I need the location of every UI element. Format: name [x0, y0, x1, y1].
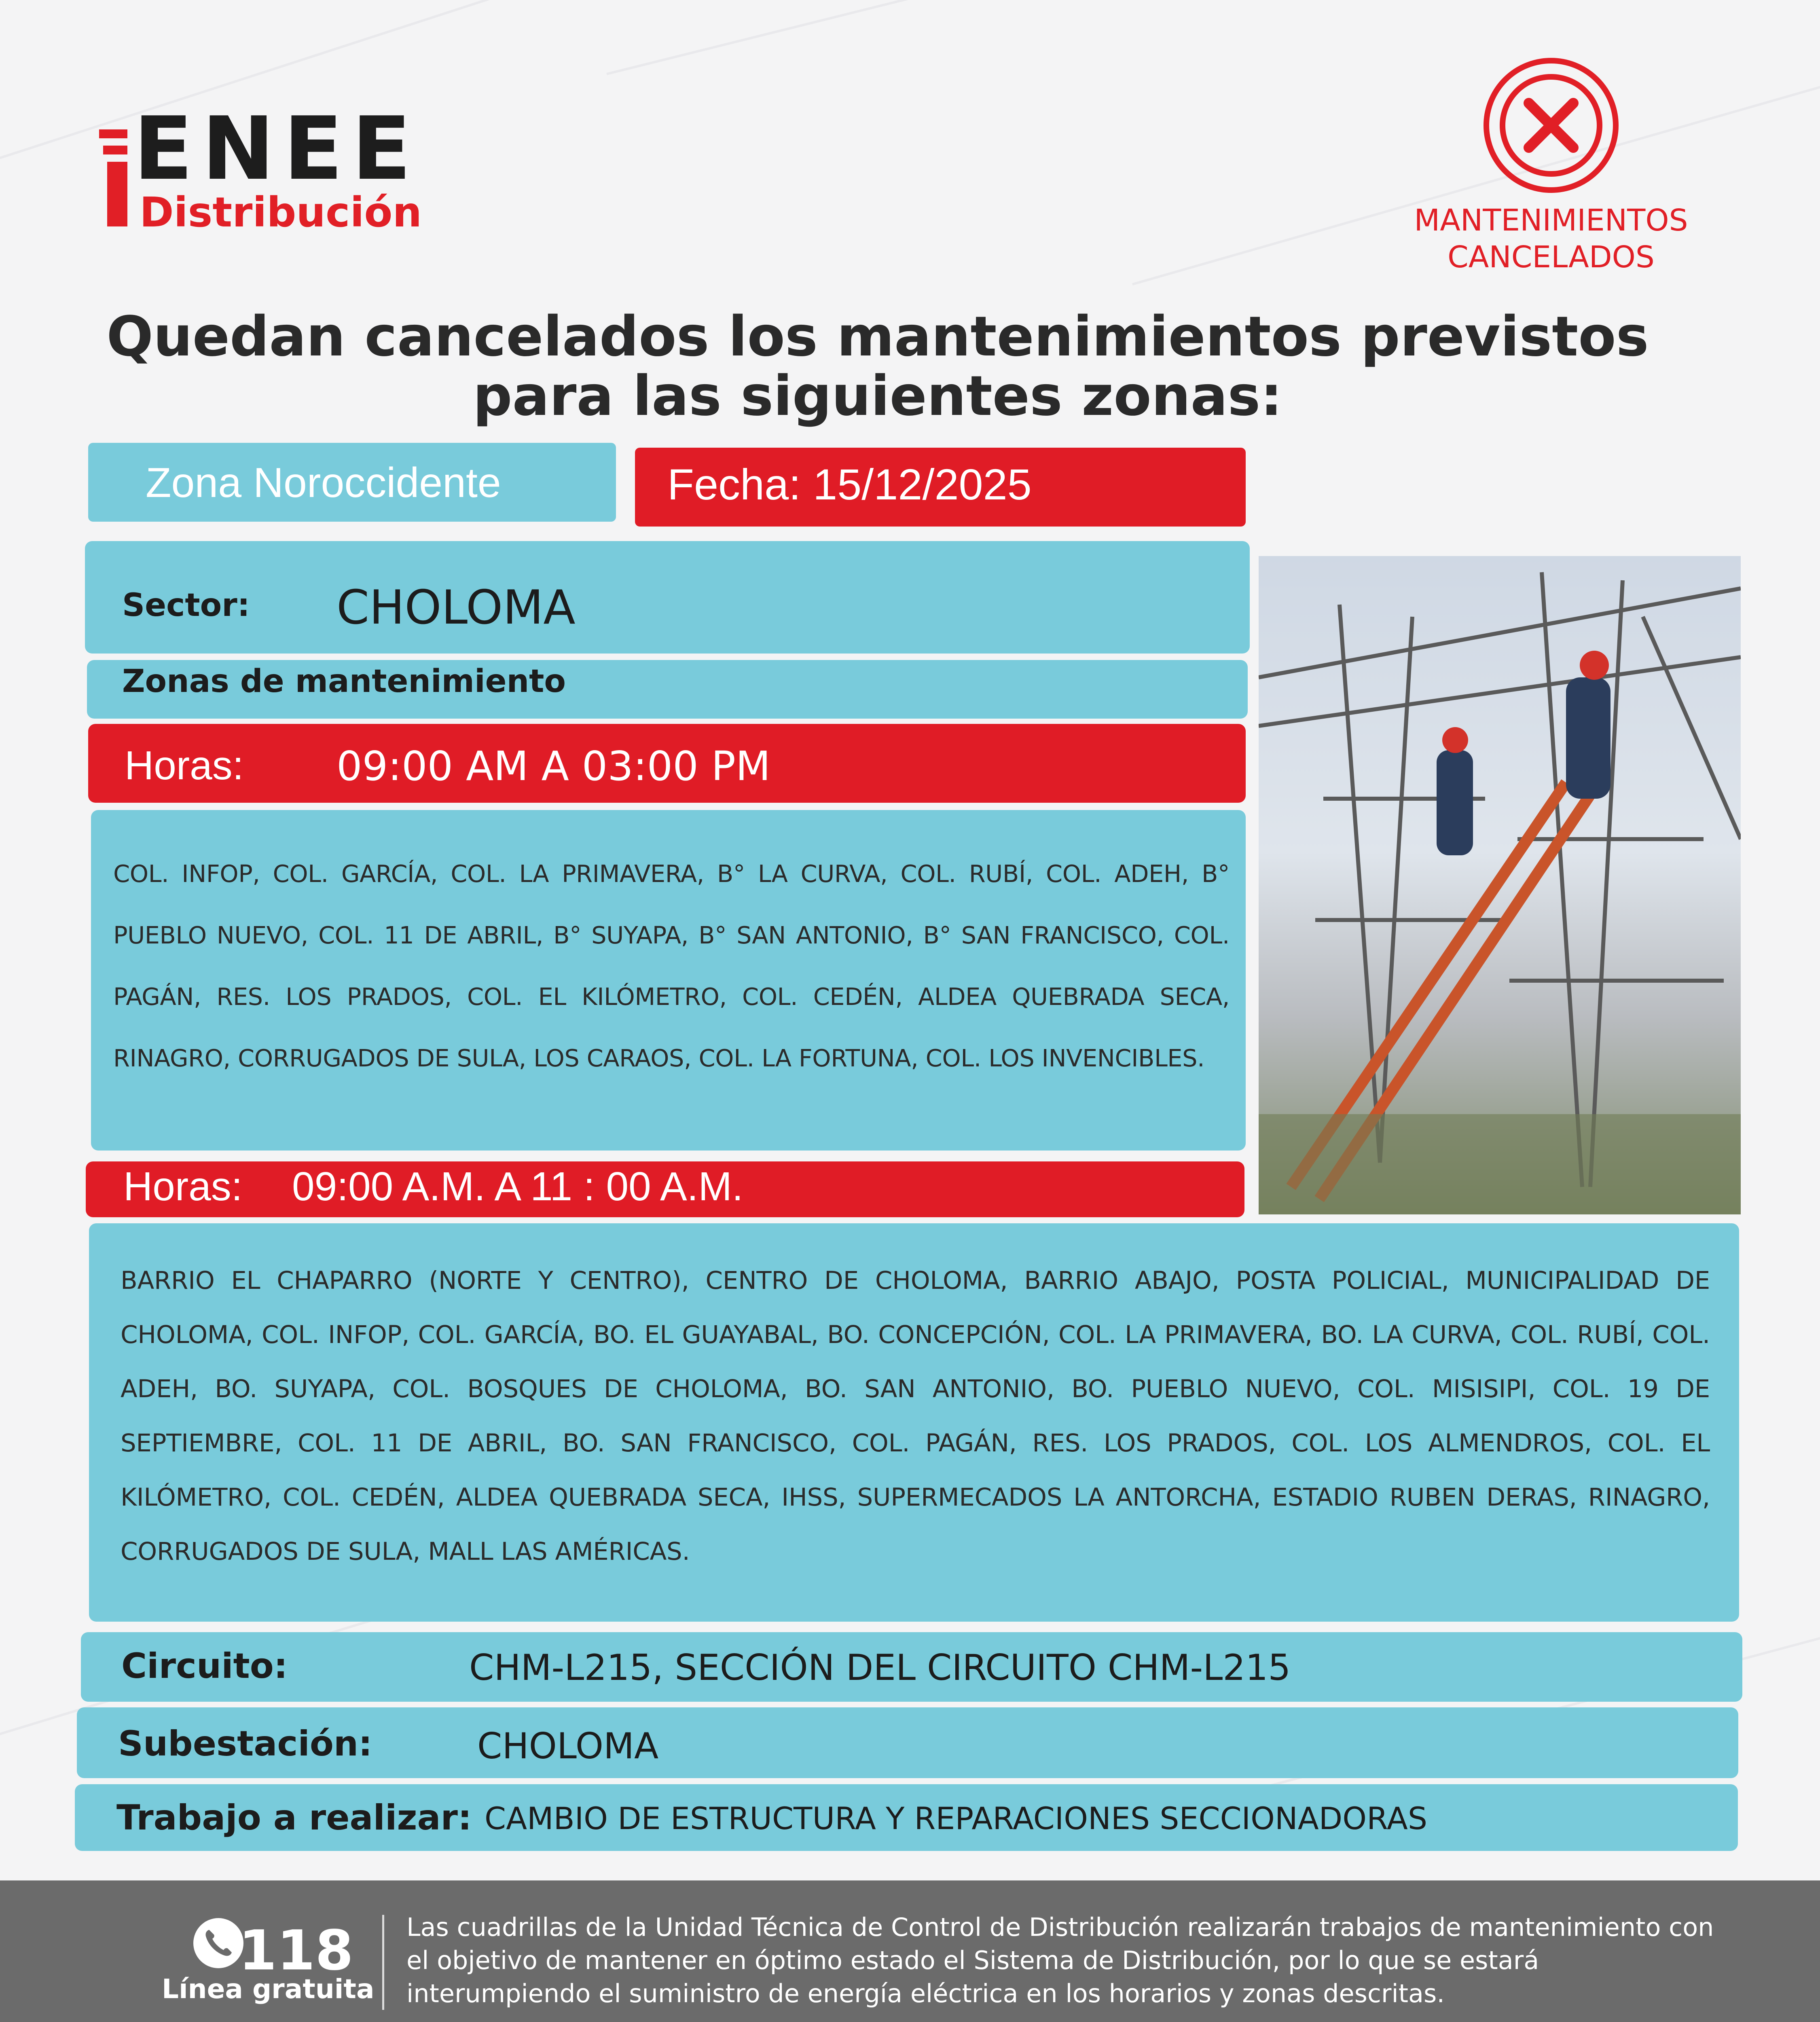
- footer-divider: [382, 1915, 384, 2010]
- zones-list-1: COL. INFOP, COL. GARCÍA, COL. LA PRIMAVERA, B° LA CURVA, COL. RUBÍ, COL. ADEH, B° PUEBLO NUEVO, COL. 11 DE ABRIL, B° SUYAPA, B° SAN ANTONIO, B° SAN FRANCISCO, COL. PAGÁN, RES. LOS PRADOS, COL. EL KILÓMETRO, COL. CEDÉN, ALDEA QUEBRADA SECA, RINAGRO, CORRUGADOS DE SULA, LOS CARAOS, COL. LA FORTUNA, COL. LOS INVENCIBLES.: [113, 860, 1230, 1072]
- zona-label: Zona Noroccidente: [146, 459, 501, 506]
- horas-label-1: Horas:: [125, 743, 244, 788]
- headline-line-1: Quedan cancelados los mantenimientos previstos: [106, 305, 1649, 369]
- circuito-value: CHM-L215, SECCIÓN DEL CIRCUITO CHM-L215: [469, 1647, 1291, 1688]
- cancel-badge-label: [1383, 202, 1719, 276]
- sector-box: [85, 541, 1250, 654]
- badge-line-2: CANCELADOS: [1448, 240, 1655, 275]
- horas-value-1: 09:00 AM A 03:00 PM: [336, 742, 771, 790]
- page-title: [65, 307, 1691, 426]
- footer-notice: Las cuadrillas de la Unidad Técnica de Control de Distribución realizarán trabajos de mantenimiento con el objetivo de mantener en óptimo estado el Sistema de Distribución, por lo que se estará interumpiendo el suministro de energía eléctrica en los horarios y zonas descritas.: [406, 1912, 1714, 2008]
- horas-label-2: Horas:: [123, 1164, 243, 1209]
- horas-value-2: 09:00 A.M. A 11 : 00 A.M.: [292, 1164, 743, 1209]
- phone-icon[interactable]: [192, 1917, 245, 1969]
- phone-number[interactable]: 118: [239, 1919, 353, 1983]
- sector-label: Sector:: [122, 587, 250, 624]
- logo-mark-icon: [99, 129, 127, 226]
- subestacion-value: CHOLOMA: [477, 1725, 659, 1767]
- badge-line-1: MANTENIMIENTOS: [1414, 203, 1688, 238]
- subestacion-label: Subestación:: [118, 1724, 372, 1764]
- logo-subtitle: Distribución: [140, 188, 422, 237]
- circuito-label: Circuito:: [121, 1646, 288, 1686]
- zones-list-2: BARRIO EL CHAPARRO (NORTE Y CENTRO), CENTRO DE CHOLOMA, BARRIO ABAJO, POSTA POLICIAL, MUNICIPALIDAD DE CHOLOMA, COL. INFOP, COL. GARCÍA, BO. EL GUAYABAL, BO. CONCEPCIÓN, COL. LA PRIMAVERA, BO. LA CURVA, COL. RUBÍ, COL. ADEH, BO. SUYAPA, COL. BOSQUES DE CHOLOMA, BO. SAN ANTONIO, BO. PUEBLO NUEVO, COL. MISISIPI, COL. 19 DE SEPTIEMBRE, COL. 11 DE ABRIL, BO. SAN FRANCISCO, COL. PAGÁN, RES. LOS PRADOS, COL. LOS ALMENDROS, COL. EL KILÓMETRO, COL. CEDÉN, ALDEA QUEBRADA SECA, IHSS, SUPERMECADOS LA ANTORCHA, ESTADIO RUBEN DERAS, RINAGRO, CORRUGADOS DE SULA, MALL LAS AMÉRICAS.: [121, 1266, 1710, 1566]
- background-line: [606, 0, 1196, 75]
- sector-value: CHOLOMA: [336, 580, 576, 635]
- trabajo-value: CAMBIO DE ESTRUCTURA Y REPARACIONES SECCIONADORAS: [485, 1800, 1428, 1836]
- free-line-label: Línea gratuita: [162, 1973, 375, 2005]
- cancel-x-icon: [1482, 57, 1620, 194]
- maintenance-photo: [1259, 556, 1741, 1214]
- fecha-label: Fecha: 15/12/2025: [667, 460, 1032, 509]
- zonas-label: Zonas de mantenimiento: [122, 663, 566, 700]
- headline-line-2: para las siguientes zonas:: [473, 364, 1282, 428]
- trabajo-label: Trabajo a realizar:: [116, 1798, 472, 1838]
- logo-brand: ENEE: [133, 98, 420, 199]
